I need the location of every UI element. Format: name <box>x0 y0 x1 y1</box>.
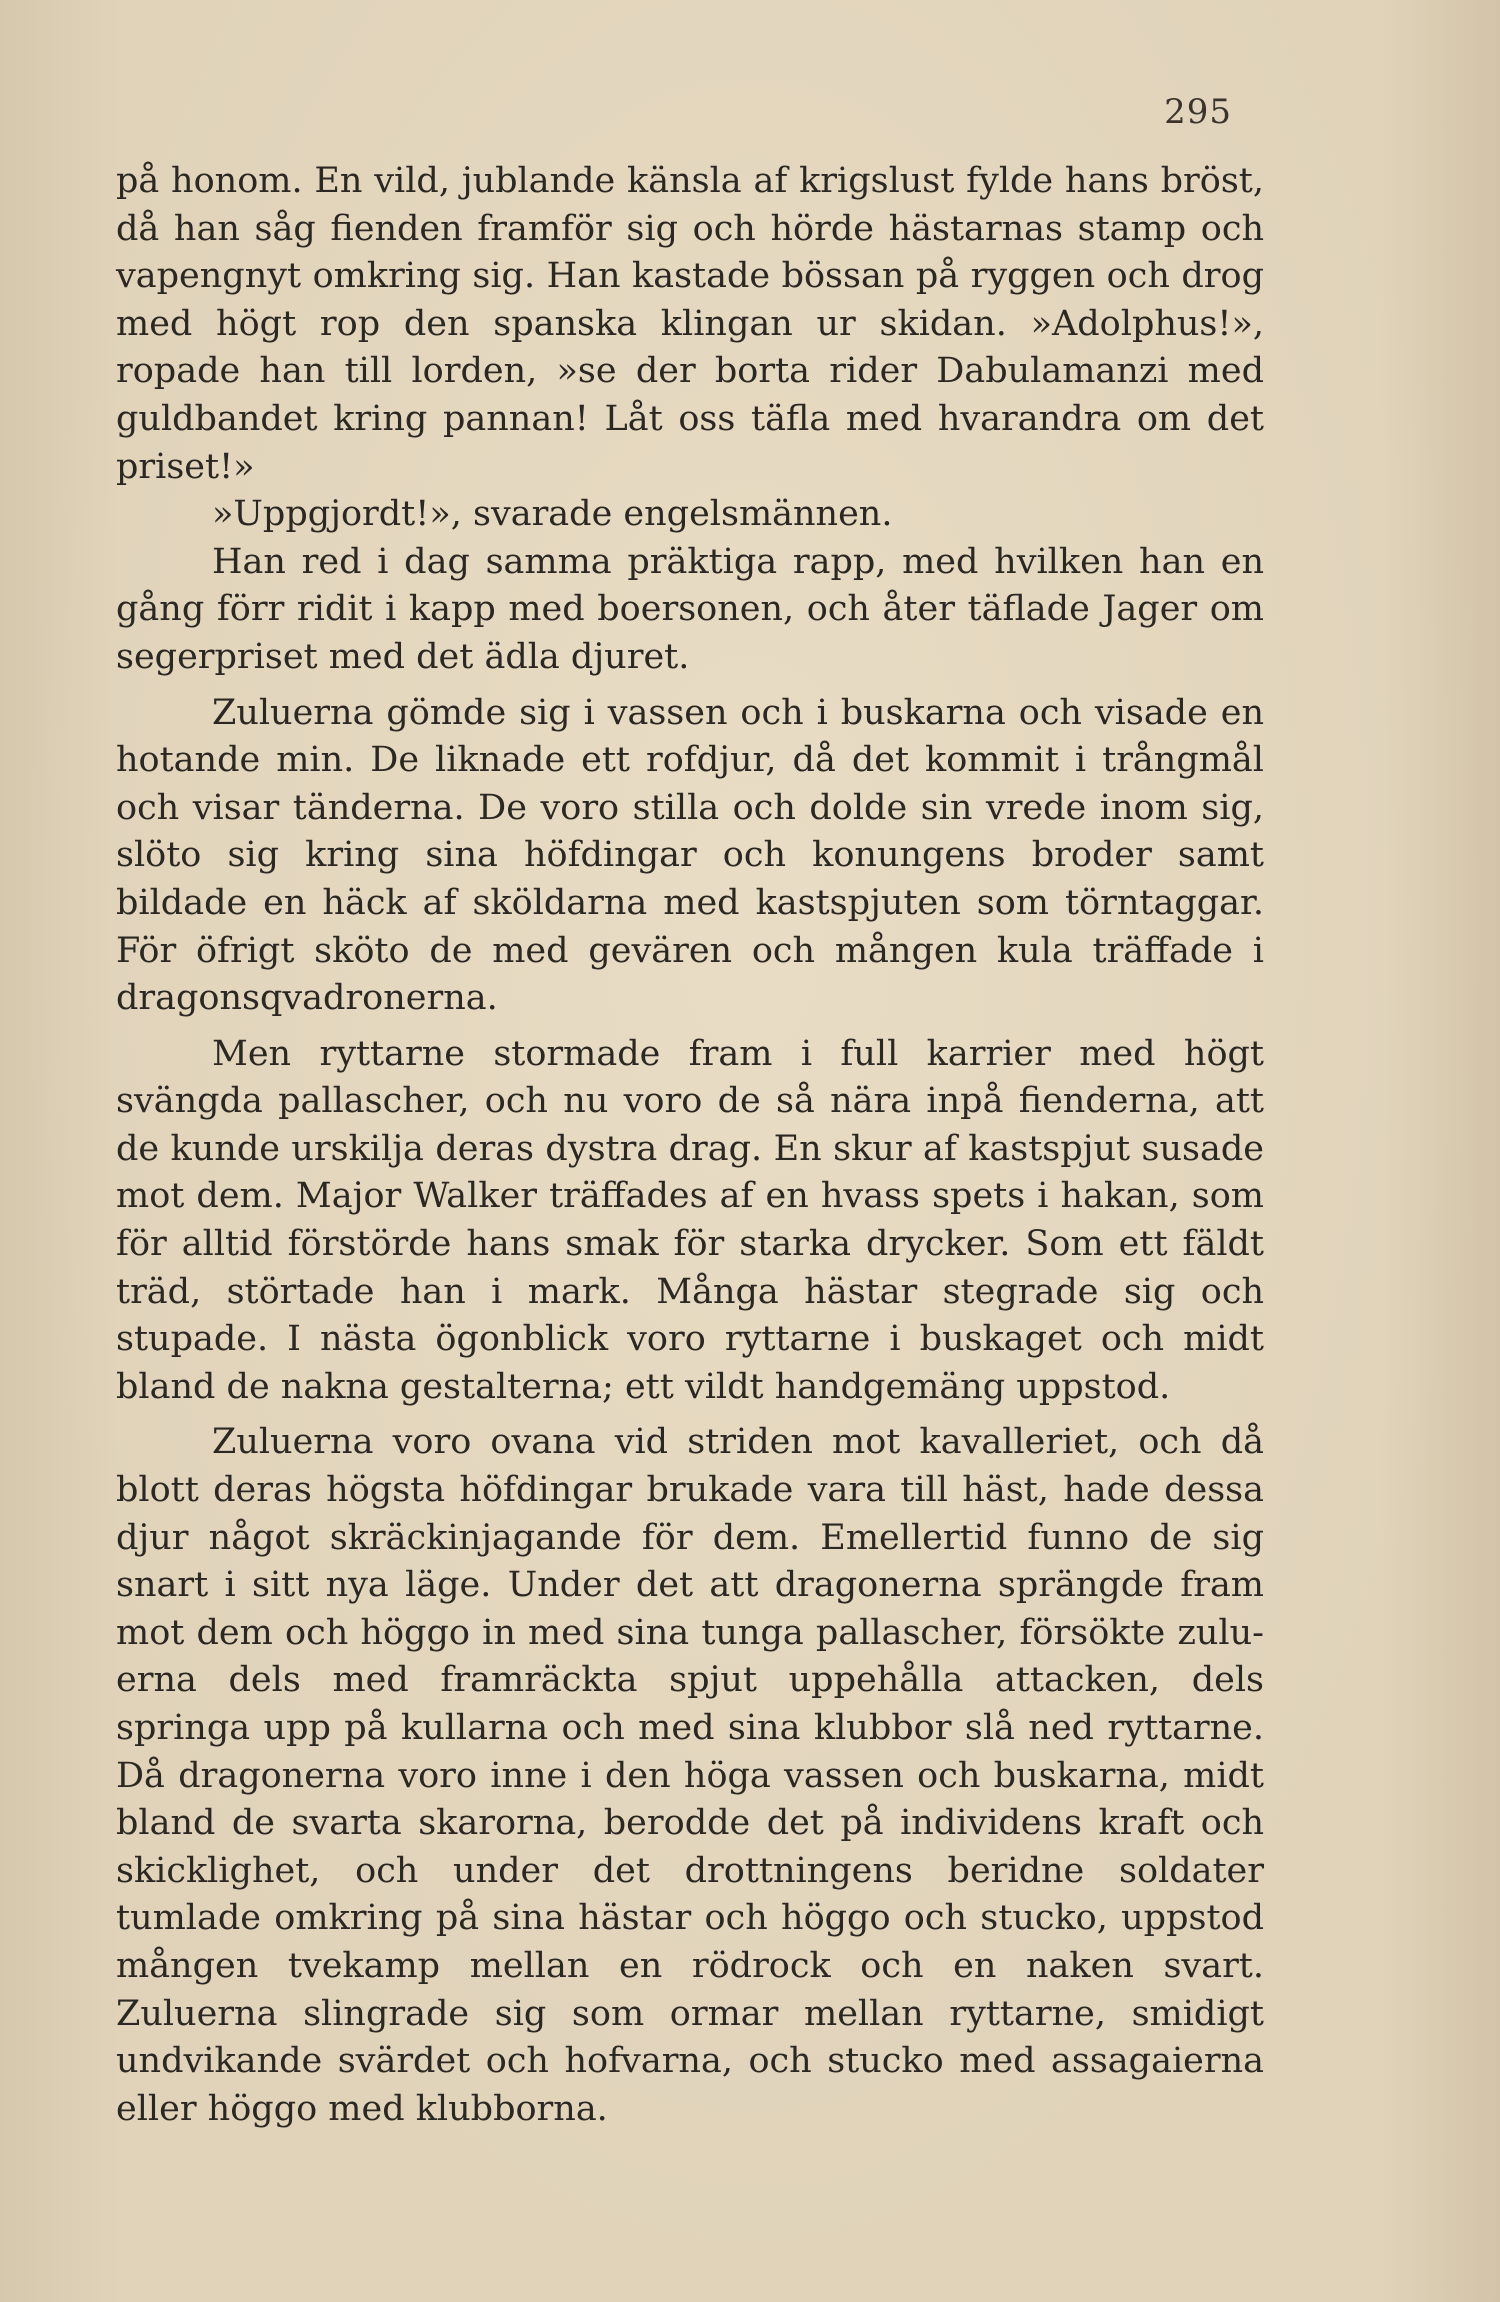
paragraph-5: Men ryttarne stormade fram i full karrier med högt svängda pallascher, och nu voro de så nära inpå fienderna, att de kunde urskilja deras dystra drag. En skur af kastspjut susade mot dem. Major Walker träffades af en hvass spets i hakan, som för alltid förstörde hans smak för starka drycker. Som ett fäldt träd, störtade han i mark. Många hästar stegrade sig och stupade. I nästa ögonblick voro ryttarne i buskaget och midt bland de nakna gestalterna; ett vildt handgemäng uppstod. <box>116 1033 1264 1407</box>
body-text <box>116 158 1264 2133</box>
paragraph-2: »Uppgjordt!», svarade engelsmännen. <box>212 494 893 535</box>
page-number: 295 <box>1164 92 1232 132</box>
paragraph-4: Zuluerna gömde sig i vassen och i buskarna och visade en hotande min. De liknade ett rofdjur, då det kommit i trångmål och visar tänderna. De voro stilla och dolde sin vrede inom sig, slöto sig kring sina höfdingar och konungens broder samt bildade en häck af sköldarna med kastspjuten som törntaggar. För öfrigt sköto de med gevären och mången kula träffade i dragonsqvadronerna. <box>116 692 1264 1019</box>
paragraph-6: Zuluerna voro ovana vid striden mot kavalleriet, och då blott deras högsta höfdingar brukade vara till häst, hade dessa djur något skräckinjagande för dem. Emellertid funno de sig snart i sitt nya läge. Under det att dragonerna sprängde fram mot dem och höggo in med sina tunga pallascher, försökte zuluerna dels med framräckta spjut uppehålla attacken, dels springa upp på kullarna och med sina klubbor slå ned ryttarne. Då dragonerna voro inne i den höga vassen och buskarna, midt bland de svarta skarorna, berodde det på individens kraft och skicklighet, och under det drottningens beridne soldater tumlade omkring på sina hästar och höggo och stucko, uppstod mången tvekamp mellan en rödrock och en naken svart. Zuluerna slingrade sig som ormar mellan ryttarne, smidigt undvikande svärdet och hofvarna, och stucko med assagaierna eller höggo med klubborna. <box>116 1422 1264 2129</box>
paragraph-1: på honom. En vild, jublande känsla af krigslust fylde hans bröst, då han såg fienden framför sig och hörde hästarnas stamp och vapengnyt omkring sig. Han kastade bössan på ryggen och drog med högt rop den spanska klingan ur skidan. »Adolphus!», ropade han till lorden, »se der borta rider Dabulamanzi med guldbandet kring pannan! Låt oss täfla med hvarandra om det priset!» <box>116 161 1264 487</box>
paragraph-3: Han red i dag samma präktiga rapp, med hvilken han en gång förr ridit i kapp med boersonen, och åter täflade Jager om segerpriset med det ädla djuret. <box>116 541 1264 677</box>
